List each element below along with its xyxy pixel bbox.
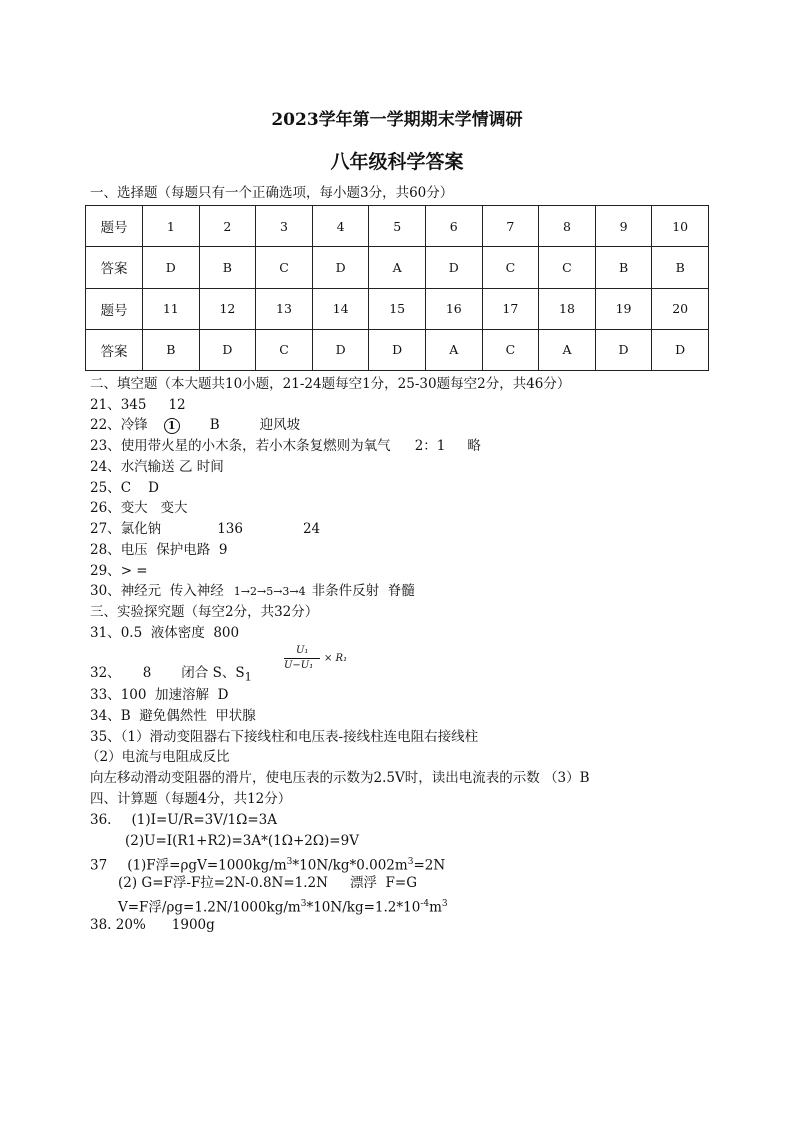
row-label-question: 题号 [86, 206, 143, 247]
q36-line-1 [90, 811, 277, 829]
q29-line [90, 562, 148, 580]
q37-line-1 [90, 853, 445, 875]
question-number-row [86, 288, 709, 329]
q35-line-1: 35、（1）滑动变阻器右下接线柱和电压表-接线柱连电阻右接线柱 [90, 729, 479, 745]
q24-line [90, 458, 224, 476]
question-number-cell: 3 [256, 206, 313, 247]
exam-title: 2023学年第一学期期末学情调研 [271, 110, 523, 130]
q22-a: 冷锋 [120, 417, 148, 433]
q23-a: 使用带火星的小木条，若小木条复燃则为氧气 [120, 438, 391, 454]
q32-a: 8 [142, 665, 152, 681]
answer-cell: D [199, 329, 256, 370]
question-number-cell: 19 [595, 288, 652, 329]
q38-line [90, 916, 215, 934]
q27-c: 24 [302, 521, 321, 537]
answer-cell: B [652, 247, 709, 288]
answer-cell: C [482, 329, 539, 370]
question-number-row [86, 206, 709, 247]
section4-heading: 四、计算题（每题4分，共12分） [90, 791, 292, 807]
q37-2a: (2) G=F浮-F拉=2N-0.8N=1.2N [118, 875, 328, 891]
sup-3a: 3 [286, 857, 293, 867]
q30-b: 1→2→5→3→4 [233, 585, 306, 598]
fraction-bar [284, 658, 320, 659]
q30-line [90, 582, 415, 601]
question-number-cell: 8 [539, 206, 596, 247]
q30-no: 30、 [90, 583, 121, 599]
question-number-cell: 5 [369, 206, 426, 247]
q38-a: 38. 20% [90, 917, 146, 933]
q23-no: 23、 [90, 438, 121, 454]
q31-a: 0.5 液体密度 800 [120, 625, 240, 641]
answer-cell: D [143, 247, 200, 288]
question-number-cell: 2 [199, 206, 256, 247]
q37-no: 37 [90, 857, 108, 874]
q31-line [90, 624, 239, 642]
q33-no: 33、 [90, 687, 121, 703]
q37-3b: *10N/kg=1.2*10 [306, 899, 421, 916]
q25-no: 25、 [90, 480, 121, 496]
q25-line [90, 479, 159, 497]
q32-line [90, 664, 252, 687]
row-label-answer: 答案 [86, 329, 143, 370]
answer-table [85, 205, 709, 371]
q27-a: 氯化钠 [120, 521, 162, 537]
question-number-cell: 14 [312, 288, 369, 329]
q36-line-2: (2)U=I(R1+R2)=3A*(1Ω+2Ω)=9V [125, 833, 359, 849]
question-number-cell: 6 [425, 206, 482, 247]
q37-1c: =2N [413, 857, 446, 874]
formula-multiplier: × R₁ [324, 653, 348, 664]
answer-cell: A [369, 247, 426, 288]
answer-cell: B [143, 329, 200, 370]
q27-b: 136 [217, 521, 243, 537]
q22-line [90, 416, 300, 434]
q26-a: 变大 变大 [120, 500, 188, 516]
sup-neg4: -4 [420, 899, 430, 909]
question-number-cell: 18 [539, 288, 596, 329]
question-number-cell: 11 [143, 288, 200, 329]
q30-a: 神经元 传入神经 [120, 583, 224, 599]
section1-heading: 一、选择题（每题只有一个正确选项，每小题3分，共60分） [90, 185, 454, 201]
answer-cell: A [425, 329, 482, 370]
q38-b: 1900g [171, 917, 215, 933]
q35-line-3: 向左移动滑动变阻器的滑片，使电压表的示数为2.5V时，读出电流表的示数 （3）B [90, 770, 590, 786]
section2-heading: 二、填空题（本大题共10小题，21-24题每空1分，25-30题每空2分，共46分） [90, 376, 571, 392]
sup-3b: 3 [407, 857, 414, 867]
q23-line [90, 437, 481, 455]
row-label-question: 题号 [86, 288, 143, 329]
q24-no: 24、 [90, 459, 121, 475]
answer-cell: C [482, 247, 539, 288]
question-number-cell: 10 [652, 206, 709, 247]
q22-c: 迎风坡 [259, 417, 301, 433]
question-number-cell: 7 [482, 206, 539, 247]
formula-denominator: U−U₁ [284, 660, 314, 671]
q23-c: 略 [467, 438, 481, 454]
question-number-cell: 13 [256, 288, 313, 329]
q21-no: 21、 [90, 397, 121, 413]
answer-cell: D [595, 329, 652, 370]
answer-cell: C [256, 329, 313, 370]
q37-1b: *10N/kg*0.002m [292, 857, 408, 874]
q36-no: 36. [90, 812, 112, 828]
q25-a: C D [120, 480, 160, 496]
q37-line-2 [118, 874, 417, 892]
q37-line-3 [118, 895, 448, 917]
q28-no: 28、 [90, 542, 121, 558]
answer-row [86, 247, 709, 288]
answer-row [86, 329, 709, 370]
answer-cell: D [312, 247, 369, 288]
q29-a: > = [120, 563, 148, 579]
answer-subtitle: 八年级科学答案 [330, 151, 464, 173]
q22-b: B [209, 417, 220, 433]
question-number-cell: 9 [595, 206, 652, 247]
q26-line [90, 499, 188, 517]
question-number-cell: 15 [369, 288, 426, 329]
answer-cell: B [595, 247, 652, 288]
q27-line [90, 520, 320, 538]
sup-3d: 3 [441, 899, 448, 909]
q34-no: 34、 [90, 708, 121, 724]
q30-c: 非条件反射 脊髓 [311, 583, 415, 599]
row-label-answer: 答案 [86, 247, 143, 288]
q31-no: 31、 [90, 625, 121, 641]
q36-part1: (1)I=U/R=3V/1Ω=3A [131, 812, 277, 828]
q21-line [90, 396, 186, 414]
q27-no: 27、 [90, 521, 121, 537]
question-number-cell: 16 [425, 288, 482, 329]
sup-3c: 3 [300, 899, 307, 909]
q21-a: 345 [120, 397, 147, 413]
answer-cell: D [369, 329, 426, 370]
answer-cell: B [199, 247, 256, 288]
question-number-cell: 17 [482, 288, 539, 329]
q26-no: 26、 [90, 500, 121, 516]
q35-line-2: （2）电流与电阻成反比 [86, 749, 230, 765]
q32-b: 闭合 S、S [181, 665, 245, 681]
q37-1a: (1)F浮=ρgV=1000kg/m [127, 857, 287, 874]
circled-number: 1 [164, 418, 180, 434]
q33-a: 100 加速溶解 D [120, 687, 229, 703]
q37-2b: 漂浮 F=G [349, 875, 418, 891]
question-number-cell: 20 [652, 288, 709, 329]
q29-no: 29、 [90, 563, 121, 579]
answer-cell: D [425, 247, 482, 288]
answer-cell: D [652, 329, 709, 370]
question-number-cell: 1 [143, 206, 200, 247]
q32-b-sub: 1 [244, 670, 252, 684]
q28-line [90, 541, 227, 559]
question-number-cell: 12 [199, 288, 256, 329]
q33-line [90, 686, 228, 704]
question-number-cell: 4 [312, 206, 369, 247]
q32-no: 32、 [90, 665, 121, 681]
q22-no: 22、 [90, 417, 121, 433]
q34-line [90, 707, 256, 725]
q23-b: 2：1 [414, 438, 446, 454]
formula-numerator: U₁ [296, 645, 309, 656]
q28-a: 电压 保护电路 9 [120, 542, 228, 558]
q37-3c: m [429, 899, 442, 916]
q24-a: 水汽输送 乙 时间 [120, 459, 224, 475]
q37-3a: V=F浮/ρg=1.2N/1000kg/m [118, 899, 301, 916]
q21-b: 12 [168, 397, 186, 413]
answer-cell: C [539, 247, 596, 288]
answer-cell: C [256, 247, 313, 288]
answer-cell: D [312, 329, 369, 370]
section3-heading: 三、实验探究题（每空2分，共32分） [90, 604, 319, 620]
answer-cell: A [539, 329, 596, 370]
q34-a: B 避免偶然性 甲状腺 [120, 708, 256, 724]
